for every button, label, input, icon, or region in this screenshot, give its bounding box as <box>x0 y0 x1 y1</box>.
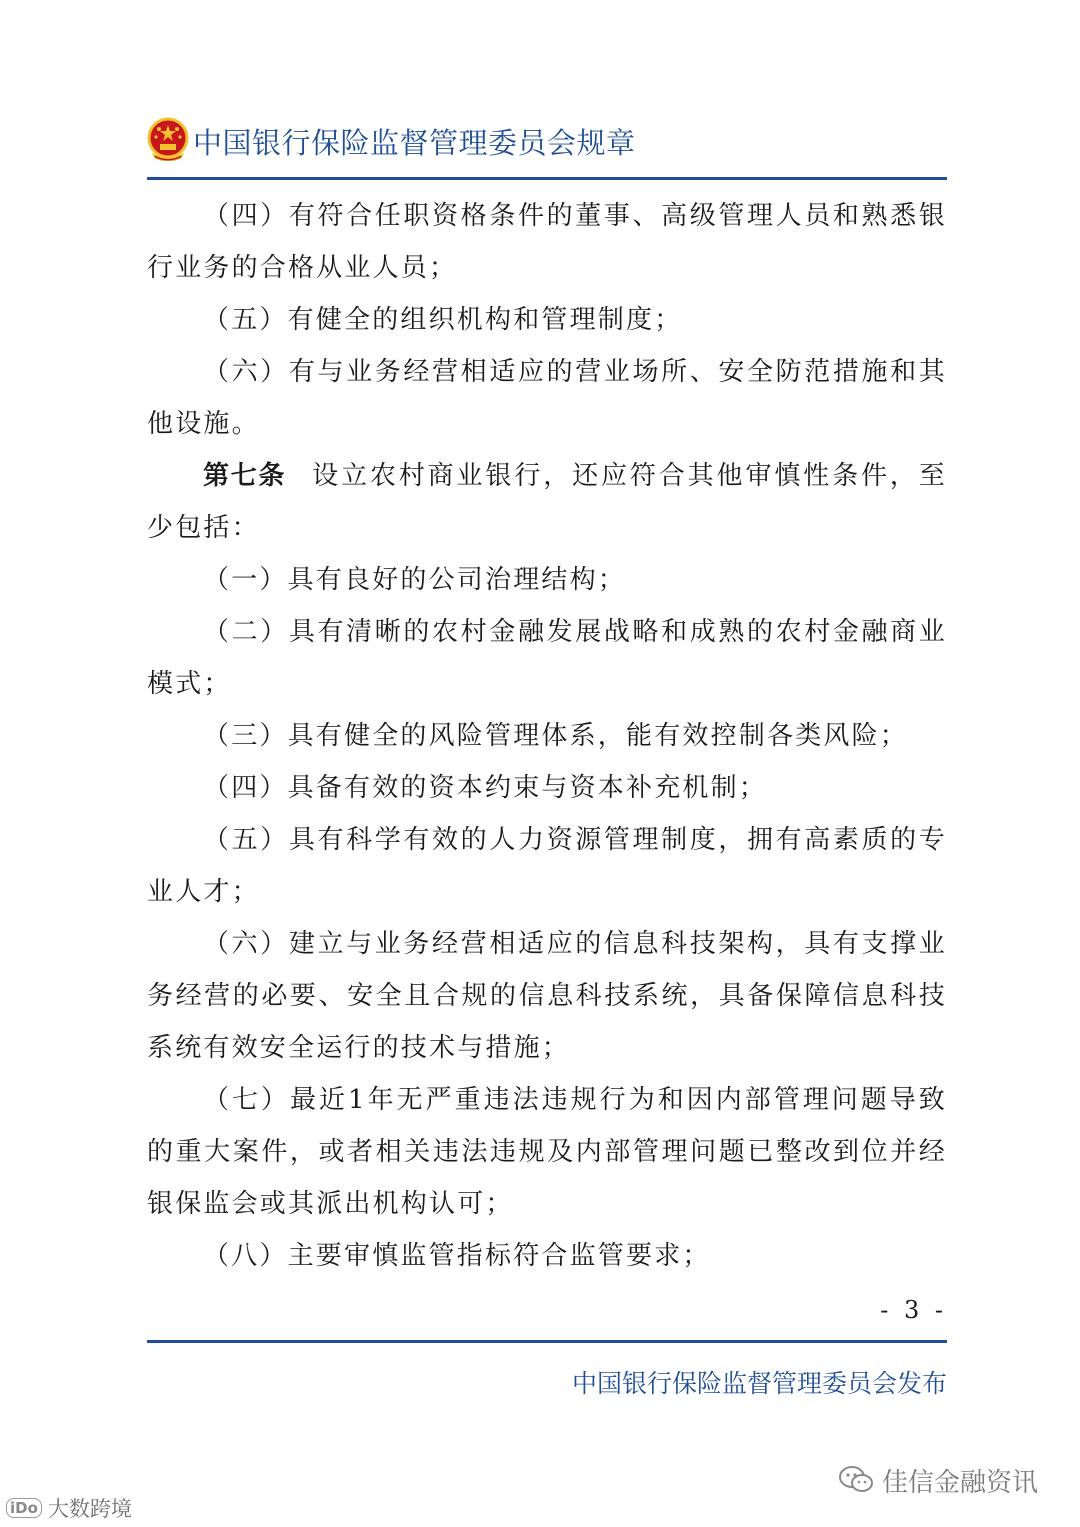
document-body <box>147 190 947 1282</box>
list-item: （四）具备有效的资本约束与资本补充机制； <box>203 773 768 803</box>
watermark-logo: iDo <box>6 1498 42 1518</box>
header-divider <box>147 177 947 180</box>
wechat-icon <box>838 1465 874 1495</box>
article-text: 设立农村商业银行，还应符合其他审慎性条件，至少包括： <box>147 461 947 543</box>
header-title: 中国银行保险监督管理委员会规章 <box>193 126 636 160</box>
article-paragraph <box>147 450 947 554</box>
page-number: - 3 - <box>880 1296 947 1324</box>
article-number: 第七条 <box>203 461 287 491</box>
list-item: （五）具有科学有效的人力资源管理制度，拥有高素质的专业人才； <box>147 825 947 907</box>
list-item: （二）具有清晰的农村金融发展战略和成熟的农村金融商业模式； <box>147 617 947 699</box>
paragraph: （五）有健全的组织机构和管理制度； <box>203 305 683 335</box>
watermark-left <box>6 1493 132 1523</box>
paragraph: （四）有符合任职资格条件的董事、高级管理人员和熟悉银行业务的合格从业人员； <box>147 201 947 283</box>
national-emblem-icon <box>147 117 189 161</box>
list-item: （三）具有健全的风险管理体系，能有效控制各类风险； <box>203 721 909 751</box>
footer-publisher: 中国银行保险监督管理委员会发布 <box>571 1369 947 1398</box>
list-item: （一）具有良好的公司治理结构； <box>203 565 627 595</box>
paragraph: （六）有与业务经营相适应的营业场所、安全防范措施和其他设施。 <box>147 357 947 439</box>
list-item: （六）建立与业务经营相适应的信息科技架构，具有支撑业务经营的必要、安全且合规的信息科技系统，具备保障信息科技系统有效安全运行的技术与措施； <box>147 929 947 1063</box>
watermark-right <box>838 1460 1038 1500</box>
watermark-left-text: 大数跨境 <box>47 1497 132 1521</box>
footer-divider <box>147 1340 947 1343</box>
list-item: （八）主要审慎监管指标符合监管要求； <box>203 1241 711 1271</box>
list-item: （七）最近1年无严重违法违规行为和因内部管理问题导致的重大案件，或者相关违法违规及内部管理问题已整改到位并经银保监会或其派出机构认可； <box>147 1085 947 1219</box>
page-header <box>147 117 947 167</box>
watermark-right-text: 佳信金融资讯 <box>882 1467 1039 1498</box>
